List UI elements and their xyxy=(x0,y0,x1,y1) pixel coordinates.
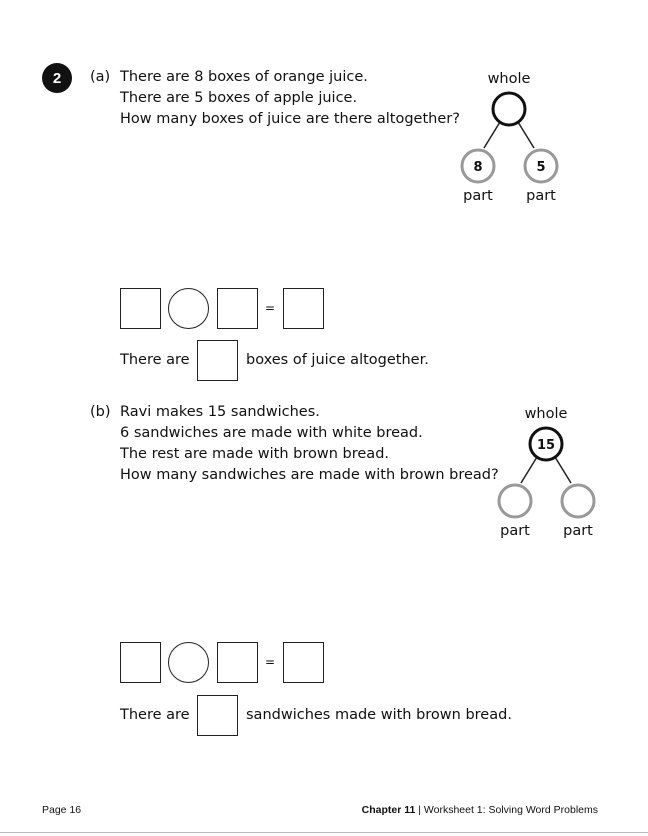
part-b-line-3: The rest are made with brown bread. xyxy=(120,446,390,462)
footer-chapter: Chapter 11 xyxy=(361,804,416,816)
part-a-number-bond xyxy=(450,60,580,210)
part-a-answer-after: boxes of juice altogether. xyxy=(246,352,429,368)
part-a-label: (a) xyxy=(90,69,111,85)
part-a-line-3: How many boxes of juice are there altogether? xyxy=(120,111,460,127)
part-b-part-label-left: part xyxy=(500,523,530,539)
part-b-line-1: Ravi makes 15 sandwiches. xyxy=(120,404,320,420)
part-a-part-value-right: 5 xyxy=(536,160,546,175)
part-b-number-box-1[interactable] xyxy=(120,642,161,683)
part-a-part-label-left: part xyxy=(463,188,493,204)
part-b-whole-label: whole xyxy=(524,406,568,422)
footer-separator: | xyxy=(418,804,421,816)
part-b-part-circle-left xyxy=(499,485,531,517)
part-a-answer-before: There are xyxy=(120,352,190,368)
page-number: Page 16 xyxy=(42,804,82,816)
part-b-label: (b) xyxy=(90,404,111,420)
part-a-result-box[interactable] xyxy=(283,288,324,329)
part-a-operator-circle[interactable] xyxy=(168,288,209,329)
part-a-bond-line-left xyxy=(484,122,500,148)
part-a-number-box-1[interactable] xyxy=(120,288,161,329)
part-b-line-2: 6 sandwiches are made with white bread. xyxy=(120,425,423,441)
part-b-answer-box[interactable] xyxy=(197,695,238,736)
part-a-bond-line-right xyxy=(518,122,534,148)
part-b-bond-line-right xyxy=(555,457,571,483)
part-b-operator-circle[interactable] xyxy=(168,642,209,683)
part-b-line-4: How many sandwiches are made with brown bread? xyxy=(120,467,499,483)
part-b-bond-line-left xyxy=(521,457,537,483)
part-b-part-circle-right xyxy=(562,485,594,517)
part-b-answer-after: sandwiches made with brown bread. xyxy=(246,707,512,723)
part-a-number-box-2[interactable] xyxy=(217,288,258,329)
part-a-answer-box[interactable] xyxy=(197,340,238,381)
part-a-whole-circle xyxy=(493,93,525,125)
part-b-number-box-2[interactable] xyxy=(217,642,258,683)
part-b-answer-before: There are xyxy=(120,707,190,723)
part-a-equals-sign: = xyxy=(265,301,276,315)
part-a-line-1: There are 8 boxes of orange juice. xyxy=(120,69,368,85)
page-bottom-border xyxy=(0,832,648,833)
footer-chapter-info xyxy=(362,804,598,816)
part-a-whole-label: whole xyxy=(487,71,531,87)
part-a-part-label-right: part xyxy=(526,188,556,204)
part-b-number-bond xyxy=(487,395,617,545)
question-number-badge: 2 xyxy=(42,63,72,93)
part-a-line-2: There are 5 boxes of apple juice. xyxy=(120,90,358,106)
part-b-part-label-right: part xyxy=(563,523,593,539)
part-b-result-box[interactable] xyxy=(283,642,324,683)
part-b-equals-sign: = xyxy=(265,655,276,669)
footer-worksheet: Worksheet 1: Solving Word Problems xyxy=(423,804,598,816)
part-a-part-value-left: 8 xyxy=(473,160,483,175)
part-b-whole-value: 15 xyxy=(536,438,556,453)
